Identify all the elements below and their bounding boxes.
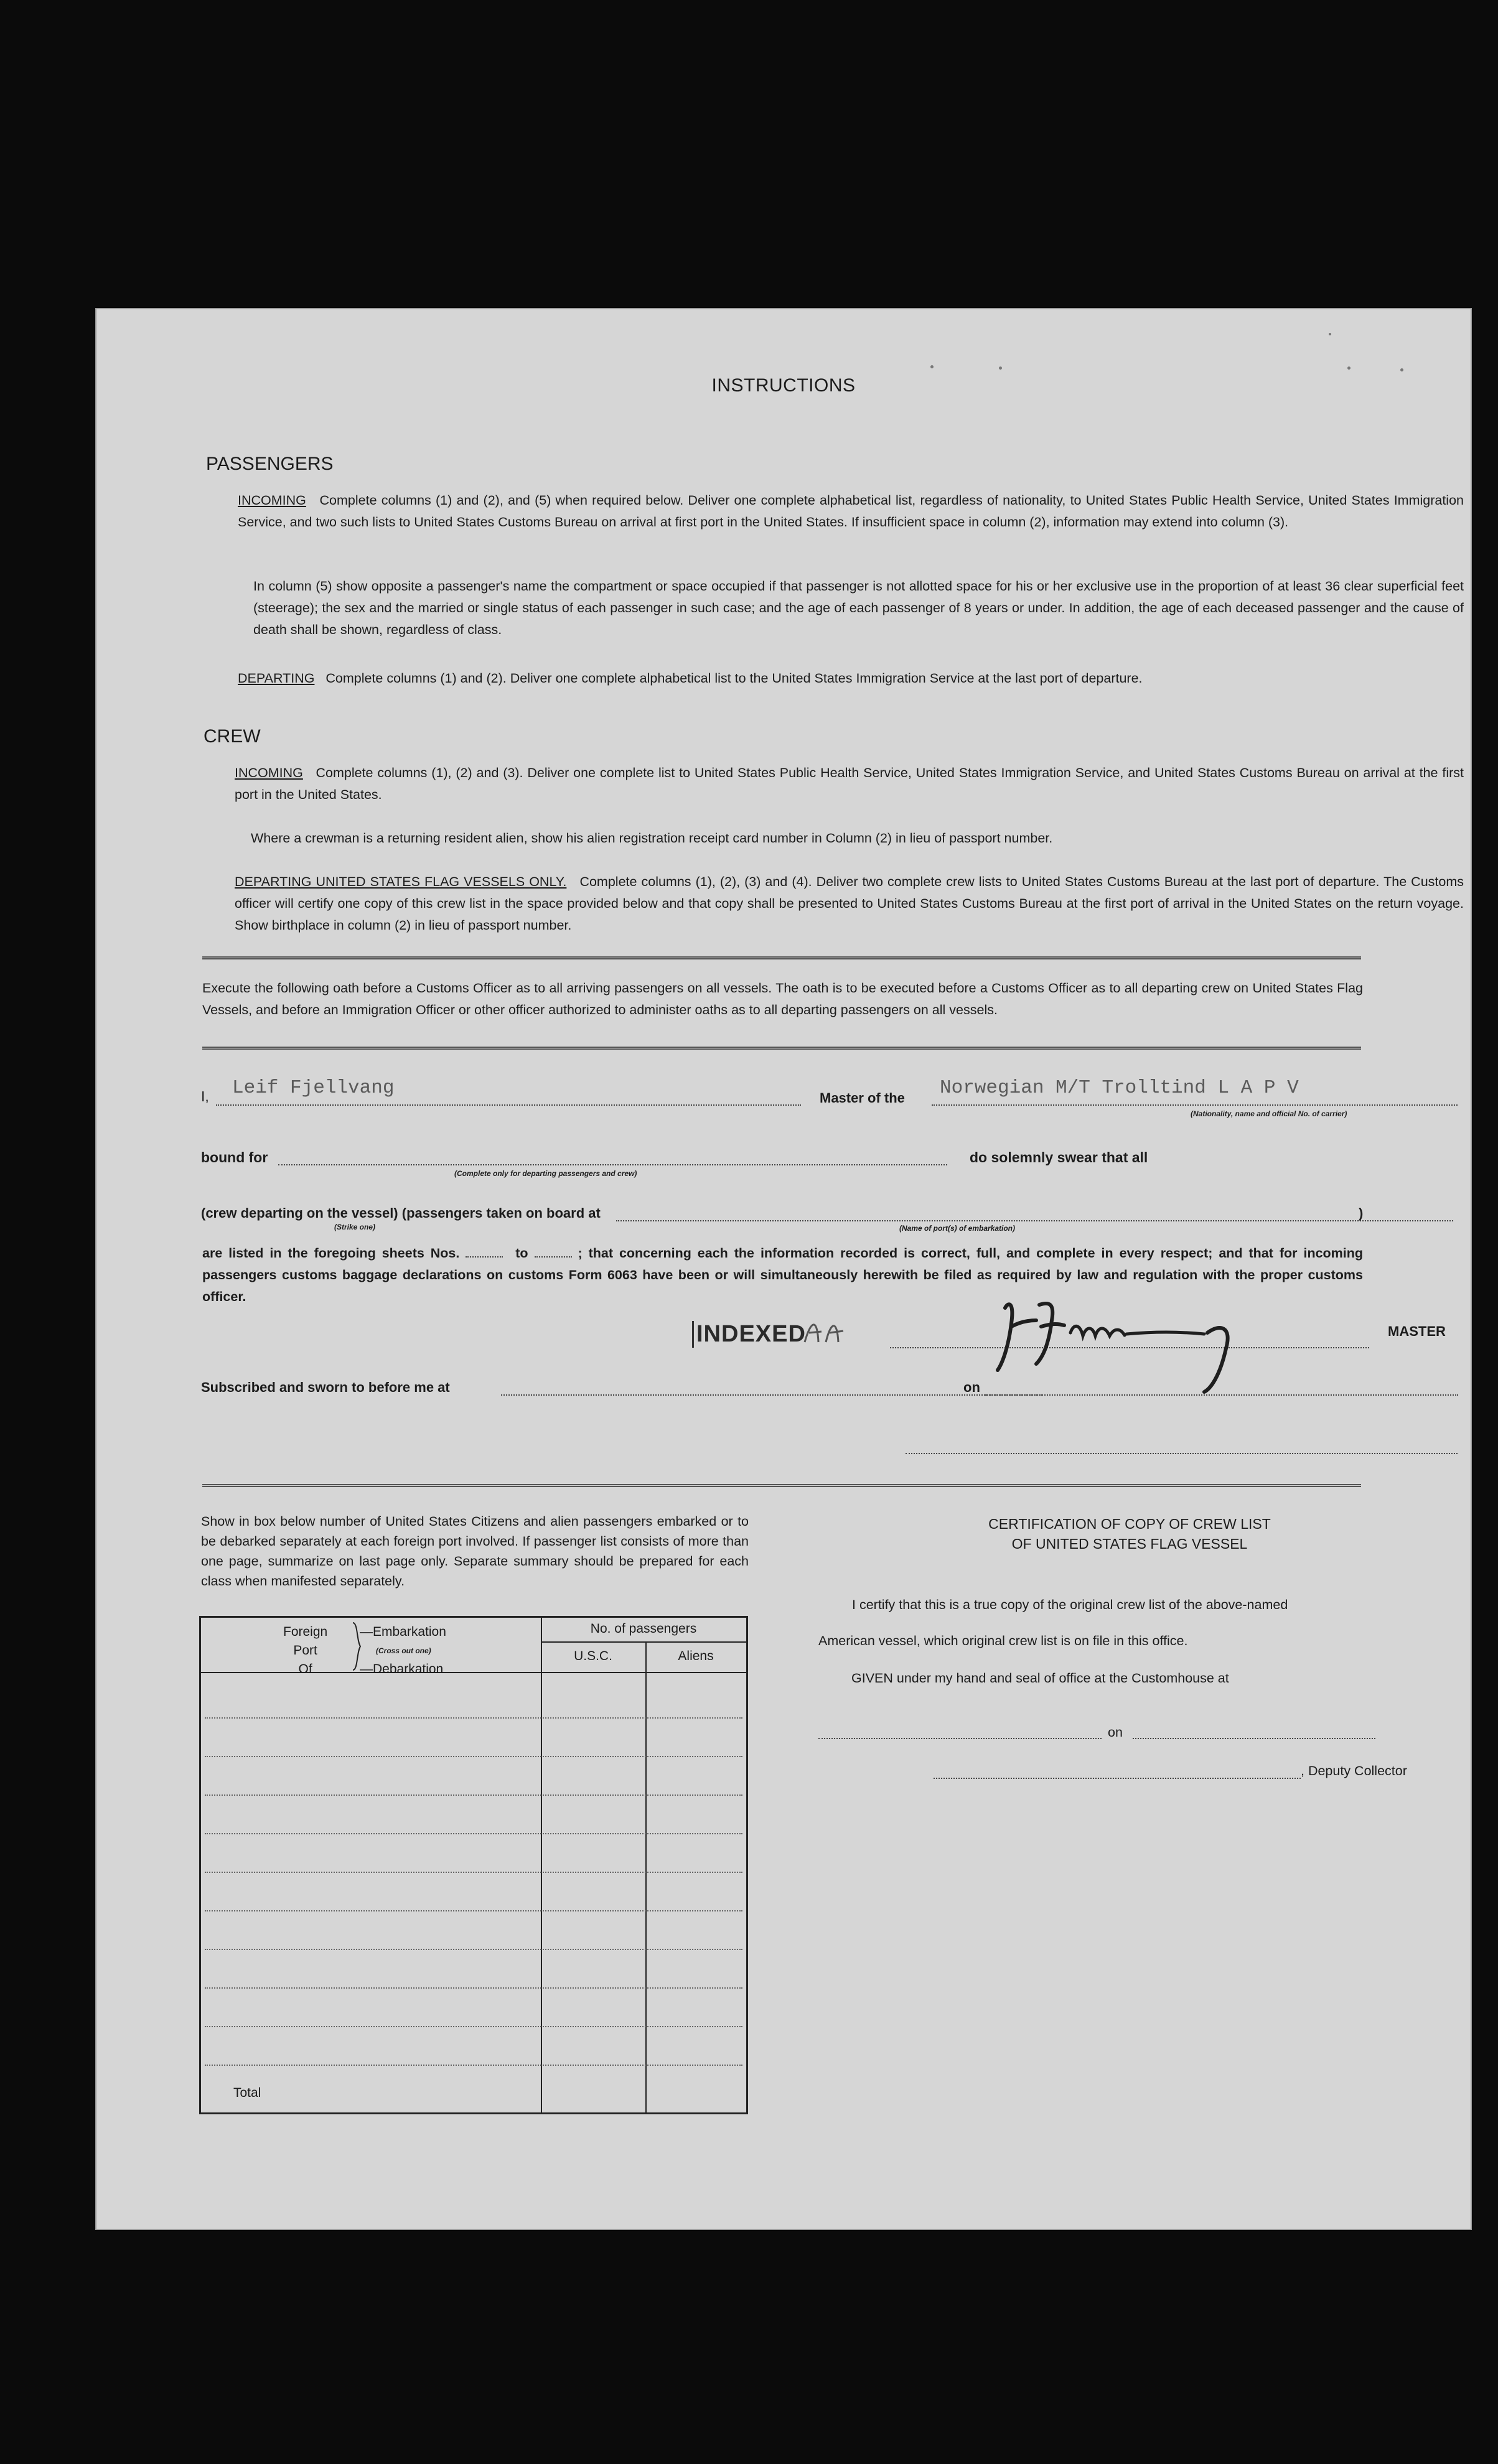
crew-departing-label: DEPARTING UNITED STATES FLAG VESSELS ONLY. — [235, 874, 567, 889]
table-row — [205, 1872, 742, 1873]
given-text: GIVEN under my hand and seal of office at the Customhouse at — [851, 1671, 1229, 1686]
swear-text: do solemnly swear that all — [970, 1149, 1148, 1165]
passengers-incoming — [238, 490, 1464, 533]
passengers-departing-label: DEPARTING — [238, 671, 315, 686]
summary-instructions: Show in box below number of United States Citizens and alien passengers embarked or to be debarked separately at each foreign port involved. If passenger list consists of more than one page, summarize on last page only. Separate summary should be prepared for each class when manifested separately. — [201, 1514, 749, 1589]
bound-for-label: bound for — [201, 1149, 268, 1165]
crew-departing-text: Complete columns (1), (2), (3) and (4). Deliver two complete crew lists to United States Customs Bureau at the last port of departure. The Customs officer will certify one copy of this crew list in the space provided below and that copy shall be presented to United States Customs Bureau at the first port of arrival in the United States on the return voyage. Show birthplace in column (2) in lieu of passport number. — [235, 874, 1464, 933]
table-row — [205, 1949, 742, 1950]
table-row — [205, 2065, 742, 2066]
passengers-departing-text: Complete columns (1) and (2). Deliver one complete alphabetical list to the United States Immigration Service at the last port of departure. — [325, 671, 1143, 686]
embarkation-ports-line — [616, 1220, 1453, 1221]
divider — [202, 1047, 1361, 1050]
sheet-from-line — [466, 1256, 503, 1258]
crew-incoming — [235, 762, 1464, 806]
officer-signature-line — [906, 1453, 1458, 1454]
aliens-header: Aliens — [678, 1649, 714, 1663]
certify-line1: I certify that this is a true copy of the original crew list of the above-named — [852, 1597, 1288, 1612]
sheet-to-line — [535, 1256, 572, 1258]
crew-resident-alien: Where a crewman is a returning resident alien, show his alien registration receipt card number in Column (2) in lieu of passport number. — [251, 831, 1053, 846]
indexed-stamp: INDEXED — [692, 1321, 806, 1348]
divider — [202, 1484, 1361, 1487]
speck — [999, 366, 1002, 370]
port-label: Port — [293, 1643, 317, 1658]
table-row — [205, 1910, 742, 1911]
listed-text: ; that concerning each the information recorded is correct, full, and complete in every respect; and that for incoming passengers customs baggage declarations on customs Form 6063 have been or will simultaneously herewith be filed as required by law and regulation with the proper customs officer. — [202, 1246, 1364, 1304]
master-label: MASTER — [1388, 1323, 1446, 1339]
subscribed-on-label: on — [963, 1379, 980, 1395]
passengers-departing — [238, 668, 1464, 689]
certification-title-line2: OF UNITED STATES FLAG VESSEL — [1011, 1536, 1248, 1552]
table-row — [205, 1717, 742, 1719]
subheader-divider — [541, 1641, 746, 1643]
oath-intro: Execute the following oath before a Customs Officer as to all arriving passengers on all vessels. The oath is to be executed before a Customs Officer as to all departing crew on United States Flag Vessels, and before an Immigration Officer or other officer authorized to administer oaths as to all departing passengers on all vessels. — [202, 981, 1363, 1017]
certify-line2: American vessel, which original crew list is on file in this office. — [818, 1633, 1188, 1648]
subscribed-label: Subscribed and sworn to before me at — [201, 1379, 450, 1395]
table-row — [205, 1794, 742, 1796]
no-passengers-header: No. of passengers — [590, 1622, 697, 1636]
customhouse-place-line — [818, 1738, 1102, 1739]
crew-incoming-label: INCOMING — [235, 765, 303, 780]
passengers-column5: In column (5) show opposite a passenger's name the compartment or space occupied if that passenger is not allotted space for his or her exclusive use in the proportion of at least 36 clear superficial feet (steerage); the sex and the married or single status of each passenger in such case; and the age of each passenger of 8 years or under. In addition, the age of each deceased passenger and the cause of death shall be shown, regardless of class. — [253, 579, 1464, 637]
vessel-value: Norwegian M/T Trolltind L A P V — [940, 1077, 1299, 1099]
certification-title — [818, 1514, 1441, 1554]
column-divider — [645, 1641, 647, 2112]
embarkation-label: —Embarkation — [360, 1625, 446, 1639]
bound-for-line — [278, 1164, 947, 1165]
passengers-incoming-label: INCOMING — [238, 493, 306, 508]
master-name-line — [216, 1104, 801, 1106]
speck — [1329, 333, 1331, 335]
master-of-label: Master of the — [820, 1090, 905, 1106]
table-row — [205, 1756, 742, 1757]
certification-on-label: on — [1108, 1725, 1123, 1740]
initials-mark — [800, 1314, 850, 1348]
embark-labels — [360, 1623, 446, 1679]
bound-for-caption: (Complete only for departing passengers and crew) — [454, 1169, 637, 1178]
table-row — [205, 1987, 742, 1989]
usc-header: U.S.C. — [574, 1649, 612, 1663]
instructions-title: INSTRUCTIONS — [711, 375, 856, 396]
to-label: to — [515, 1246, 528, 1261]
of-label: Of — [298, 1662, 312, 1676]
crew-heading: CREW — [204, 726, 261, 747]
speck — [1400, 368, 1403, 371]
crew-departing-text: (crew departing on the vessel) (passengers taken on board at — [201, 1205, 601, 1221]
i-label: I, — [201, 1088, 209, 1104]
ports-caption: (Name of port(s) of embarkation) — [899, 1224, 1016, 1233]
speck — [1347, 366, 1351, 370]
crew-incoming-text: Complete columns (1), (2) and (3). Deliver one complete list to United States Public Health Service, United States Immigration Service, and United States Customs Bureau on arrival at the first port in the United States. — [235, 765, 1464, 802]
listed-prefix: are listed in the foregoing sheets Nos. — [202, 1246, 460, 1261]
table-row — [205, 1833, 742, 1834]
subscribed-place-line — [501, 1394, 1042, 1396]
divider — [202, 956, 1361, 959]
total-label: Total — [233, 2086, 261, 2100]
deputy-collector-label: , Deputy Collector — [1301, 1763, 1407, 1778]
foreign-port-labels — [283, 1623, 327, 1679]
debarkation-label: —Debarkation — [360, 1662, 444, 1676]
strike-one: (Strike one) — [334, 1223, 376, 1231]
certification-date-line — [1133, 1738, 1375, 1739]
master-signature — [993, 1289, 1379, 1395]
vessel-line — [932, 1104, 1458, 1106]
deputy-collector-line — [934, 1778, 1301, 1779]
document-sheet — [96, 309, 1471, 2229]
table-row — [205, 2026, 742, 2027]
cross-out-one: (Cross out one) — [376, 1646, 431, 1655]
master-name-value: Leif Fjellvang — [232, 1077, 395, 1099]
certification-title-line1: CERTIFICATION OF COPY OF CREW LIST — [988, 1516, 1271, 1532]
passenger-summary-box — [199, 1616, 748, 2114]
foreign-label: Foreign — [283, 1625, 328, 1639]
column-divider — [541, 1618, 542, 2112]
vessel-caption: (Nationality, name and official No. of carrier) — [1191, 1109, 1347, 1118]
crew-departing — [235, 871, 1464, 936]
close-paren: ) — [1359, 1205, 1364, 1221]
passengers-incoming-text: Complete columns (1) and (2), and (5) when required below. Deliver one complete alphabetical list, regardless of nationality, to United States Public Health Service, United States Immigration Service, and two such lists to United States Customs Bureau on arrival at first port in the United States. If insufficient space in column (2), information may extend into column (3). — [238, 493, 1464, 530]
speck — [930, 365, 934, 368]
passengers-heading: PASSENGERS — [206, 454, 334, 474]
subscribed-date-line — [985, 1394, 1458, 1396]
